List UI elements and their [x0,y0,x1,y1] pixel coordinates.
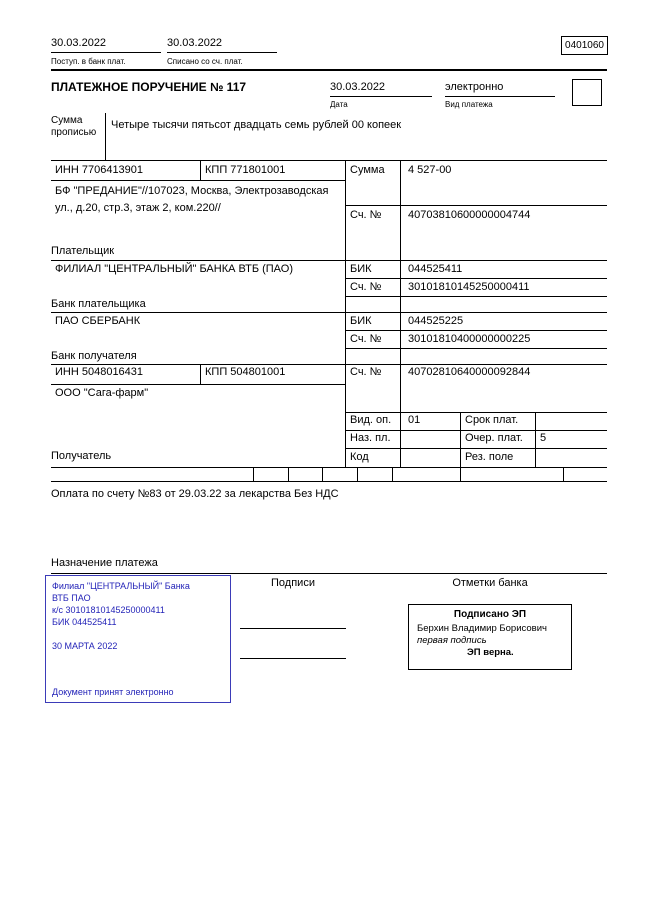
received-in-bank-date-field: 30.03.2022 [51,36,161,53]
spacer [52,628,224,640]
signature-line [240,628,346,629]
grid-line [253,467,254,481]
operation-type-value: 01 [408,414,421,426]
payee-bank-account-label: Сч. № [350,333,382,345]
grid-line [288,467,289,481]
grid-line [51,260,607,261]
grid-line [345,205,607,206]
debited-from-account-date-field: 30.03.2022 [167,36,277,53]
payee-bank-account: 30101810400000000225 [408,333,531,345]
grid-line [51,467,607,468]
payee-account-number: 40702810640000092844 [408,366,531,378]
grid-line [200,160,201,180]
payer-bank-name: ФИЛИАЛ "ЦЕНТРАЛЬНЫЙ" БАНКА ВТБ (ПАО) [55,263,293,275]
payer-account-number: 40703810600000004744 [408,209,531,221]
bank-stamp-date: 30 МАРТА 2022 [52,641,118,651]
grid-line [51,573,607,574]
amount-value: 4 527-00 [408,164,452,176]
grid-line [345,348,607,349]
priority-label: Очер. плат. [465,432,523,444]
bank-marks-header: Отметки банка [452,577,528,589]
payment-kind-label: Вид платежа [445,100,493,109]
payment-purpose-text: Оплата по счету №83 от 29.03.22 за лекарства Без НДС [51,488,339,500]
status-box [572,79,602,106]
grid-line [105,113,106,160]
grid-line [460,412,461,467]
grid-line [345,330,607,331]
payee-bank-bik-label: БИК [350,315,372,327]
signatures-header: Подписи [271,577,315,589]
payee-bank-bik: 044525225 [408,315,464,327]
spacer [52,652,224,686]
grid-line [345,278,607,279]
grid-line [535,412,536,467]
grid-line [400,260,401,312]
debited-from-account-label: Списано со сч. плат. [167,57,243,66]
grid-line [357,467,358,481]
esign-signer-role: первая подпись [417,635,487,646]
payee-account-label: Сч. № [350,366,382,378]
grid-line [392,467,393,481]
esign-status: ЭП верна. [467,647,514,658]
grid-line [345,430,607,431]
bank-stamp [45,575,231,703]
grid-line [563,467,564,481]
amount-in-words-label: Сумма прописью [51,115,97,138]
header-rule [51,69,607,71]
payee-bank-name: ПАО СБЕРБАНК [55,315,141,327]
amount-label: Сумма [350,164,385,176]
grid-line [51,160,607,161]
received-in-bank-label: Поступ. в банк плат. [51,57,126,66]
payer-bank-bik: 044525411 [408,263,463,275]
grid-line [345,364,346,467]
payer-inn: ИНН 7706413901 [55,164,144,176]
grid-line [400,160,401,260]
grid-line [51,384,345,385]
document-date-label: Дата [330,100,348,109]
payee-inn: ИНН 5048016431 [55,366,144,378]
payer-kpp: КПП 771801001 [205,164,286,176]
form-code-box: 0401060 [561,36,608,55]
payer-section-label: Плательщик [51,245,115,257]
bank-stamp-line: БИК 044525411 [52,617,117,627]
payment-due-label: Срок плат. [465,414,519,426]
payer-bank-account-label: Сч. № [350,281,382,293]
grid-line [345,296,607,297]
grid-line [200,364,201,384]
payment-purpose-label: Назначение платежа [51,557,158,569]
payment-kind-field: электронно [445,80,555,97]
payer-name-address: БФ "ПРЕДАНИЕ"//107023, Москва, Электрозаводская ул., д.20, стр.3, этаж 2, ком.220// [55,185,329,214]
payer-bank-bik-label: БИК [350,263,372,275]
bank-stamp-note: Документ принят электронно [52,687,174,697]
reserve-field-label: Рез. поле [465,451,514,463]
grid-line [345,412,607,413]
grid-line [345,448,607,449]
grid-line [51,364,607,365]
esign-title: Подписано ЭП [453,609,527,620]
payee-kpp: КПП 504801001 [205,366,286,378]
payer-bank-account: 30101810145250000411 [408,281,530,293]
document-date-field: 30.03.2022 [330,80,432,97]
grid-line [460,467,461,481]
grid-line [322,467,323,481]
operation-type-label: Вид. оп. [350,414,392,426]
grid-line [400,312,401,364]
grid-line [345,260,346,312]
payer-account-label: Сч. № [350,209,382,221]
grid-line [51,312,607,313]
purpose-code-label: Наз. пл. [350,432,391,444]
esign-signer-name: Берхин Владимир Борисович [417,623,547,634]
grid-line [51,481,607,482]
amount-in-words-value: Четыре тысячи пятьсот двадцать семь рублей 00 копеек [111,119,402,131]
esign-stamp [408,604,572,670]
bank-stamp-line: ВТБ ПАО [52,593,91,603]
signature-line [240,658,346,659]
priority-value: 5 [540,432,547,444]
grid-line [345,312,346,364]
grid-line [400,364,401,467]
payer-bank-section-label: Банк плательщика [51,298,146,310]
bank-stamp-line: к/с 30101810145250000411 [52,605,165,615]
payee-section-label: Получатель [51,450,112,462]
grid-line [51,180,345,181]
document-title: ПЛАТЕЖНОЕ ПОРУЧЕНИЕ № 117 [51,80,247,94]
bank-stamp-line: Филиал "ЦЕНТРАЛЬНЫЙ" Банка [52,581,190,591]
payee-bank-section-label: Банк получателя [51,350,137,362]
code-label: Код [350,451,369,463]
payee-name: ООО "Сага-фарм" [55,387,149,399]
